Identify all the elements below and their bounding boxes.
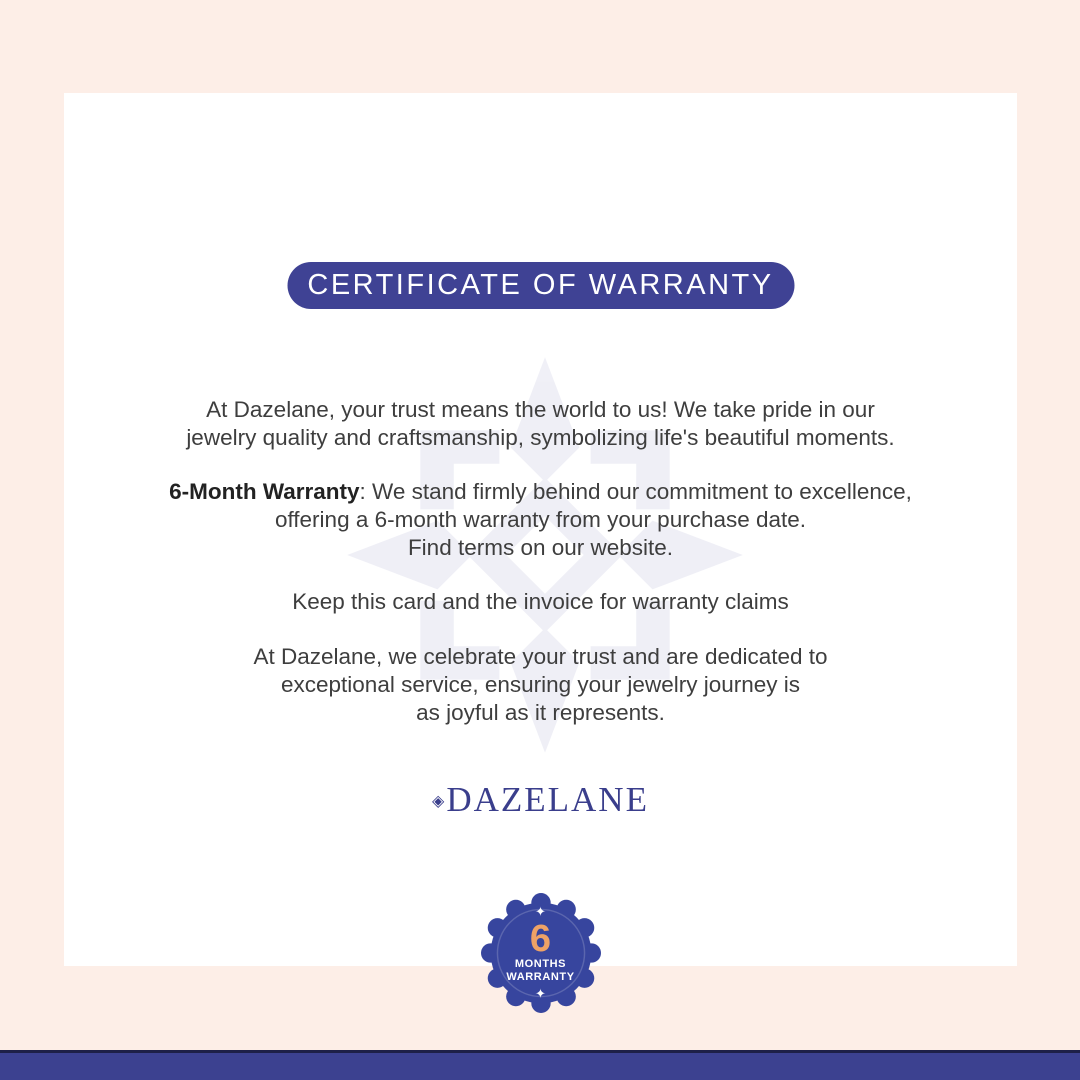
closing-line-2: exceptional service, ensuring your jewelry journey is xyxy=(281,672,800,697)
bottom-accent-bar xyxy=(0,1050,1080,1080)
warranty-line-1 xyxy=(64,478,1017,506)
intro-paragraph xyxy=(64,396,1017,452)
badge-months-label: MONTHS xyxy=(514,958,567,970)
brand-logo xyxy=(64,780,1017,820)
closing-line-1: At Dazelane, we celebrate your trust and are dedicated to xyxy=(253,644,828,669)
closing-line-3: as joyful as it represents. xyxy=(416,700,665,725)
certificate-card xyxy=(64,93,1017,1001)
warranty-term: 6-Month Warranty xyxy=(169,479,360,504)
keep-card-note: Keep this card and the invoice for warranty claims xyxy=(292,589,789,614)
intro-line-2: jewelry quality and craftsmanship, symbolizing life's beautiful moments. xyxy=(186,425,895,450)
warranty-line-1-rest: : We stand firmly behind our commitment to excellence, xyxy=(359,479,912,504)
warranty-seal-badge xyxy=(481,893,601,1013)
closing-paragraph xyxy=(64,643,1017,727)
sparkle-bottom-icon: ✦ xyxy=(535,986,546,1001)
brand-wordmark: DAZELANE xyxy=(446,780,649,819)
badge-number: 6 xyxy=(529,918,552,960)
diamond-icon: ◈ xyxy=(432,793,445,810)
warranty-line-2: offering a 6-month warranty from your purchase date. xyxy=(274,507,807,532)
badge-warranty-label: WARRANTY xyxy=(506,971,575,983)
badge-content xyxy=(481,893,601,1013)
certificate-title-banner xyxy=(287,262,794,309)
certificate-title: CERTIFICATE OF WARRANTY xyxy=(307,269,774,301)
sparkle-top-icon: ✦ xyxy=(535,904,546,919)
warranty-line-3: Find terms on our website. xyxy=(407,535,674,560)
intro-line-1: At Dazelane, your trust means the world to us! We take pride in our xyxy=(206,397,875,422)
warranty-paragraph xyxy=(64,478,1017,562)
